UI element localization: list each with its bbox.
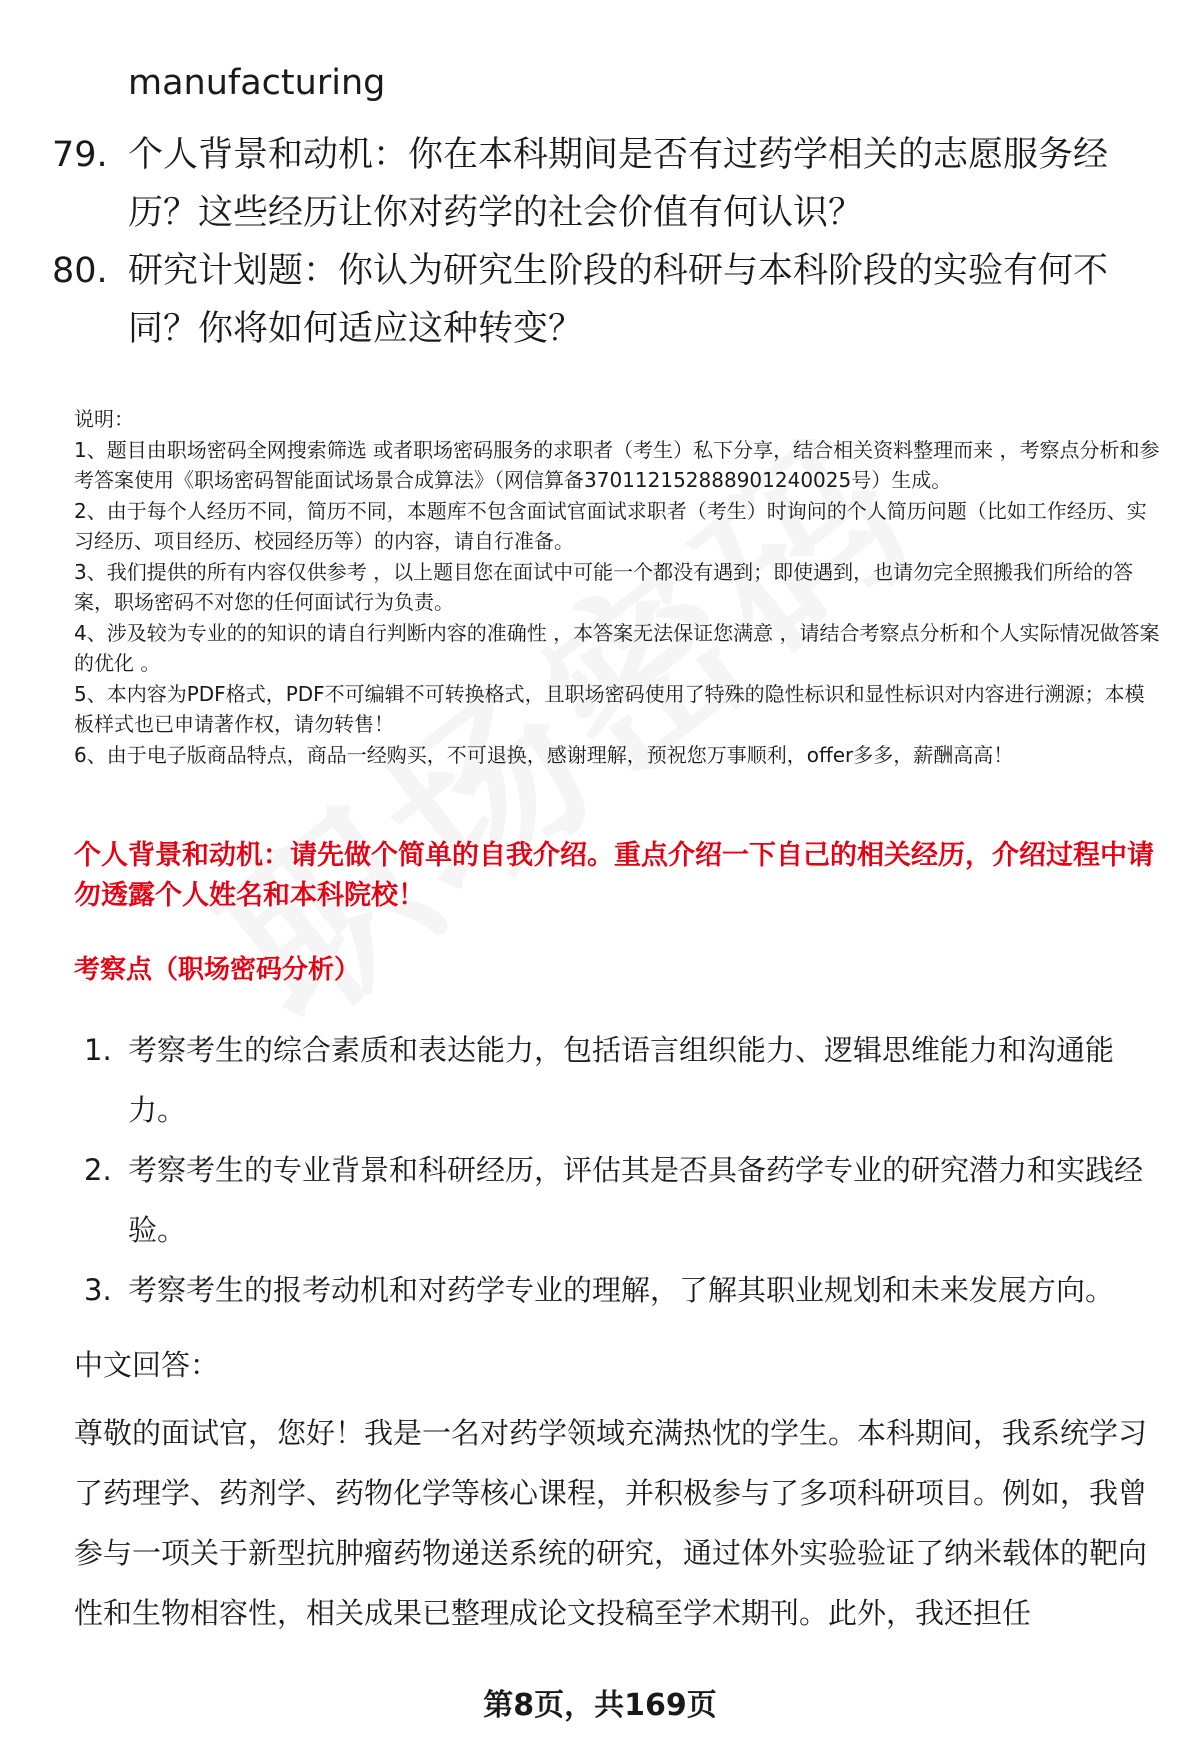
notes-section: [74, 404, 1160, 770]
question-number: 80.: [52, 251, 108, 291]
list-item: [84, 1140, 1164, 1260]
point-text: 考察考生的综合素质和表达能力，包括语言组织能力、逻辑思维能力和沟通能力。: [128, 1033, 1115, 1127]
point-text: 考察考生的专业背景和科研经历，评估其是否具备药学专业的研究潜力和实践经验。: [128, 1153, 1144, 1247]
note-item: 5、本内容为PDF格式，PDF不可编辑不可转换格式，且职场密码使用了特殊的隐性标识和显性标识对内容进行溯源；本模板样式也已申请著作权，请勿转售！: [74, 681, 1145, 736]
point-number: 2.: [84, 1153, 112, 1187]
points-list: [84, 1020, 1164, 1320]
question-number: 79.: [52, 135, 108, 175]
note-item: 2、由于每个人经历不同，简历不同，本题库不包含面试官面试求职者（考生）时询问的个人简历问题（比如工作经历、实习经历、项目经历、校园经历等）的内容，请自行准备。: [74, 498, 1147, 553]
question-text: 个人背景和动机：你在本科期间是否有过药学相关的志愿服务经历？这些经历让你对药学的社会价值有何认识？: [128, 135, 1109, 233]
featured-question: 个人背景和动机：请先做个简单的自我介绍。重点介绍一下自己的相关经历，介绍过程中请勿透露个人姓名和本科院校！: [74, 840, 1154, 911]
note-item: 4、涉及较为专业的的知识的请自行判断内容的准确性 ，本答案无法保证您满意 ，请结合考察点分析和个人实际情况做答案的优化 。: [74, 620, 1160, 675]
note-item: 1、题目由职场密码全网搜索筛选 或者职场密码服务的求职者（考生）私下分享，结合相关资料整理而来 ，考察点分析和参考答案使用《职场密码智能面试场景合成算法》（网信算备370112152888901240025号）生成。: [74, 437, 1160, 492]
question-80: [52, 242, 1152, 358]
note-item: 3、我们提供的所有内容仅供参考 ，以上题目您在面试中可能一个都没有遇到；即使遇到，也请勿完全照搬我们所给的答案，职场密码不对您的任何面试行为负责。: [74, 559, 1134, 614]
question-79: [52, 126, 1152, 242]
list-item: [84, 1260, 1164, 1320]
point-text: 考察考生的报考动机和对药学专业的理解，了解其职业规划和未来发展方向。: [128, 1273, 1115, 1307]
points-heading: 考察点（职场密码分析）: [74, 955, 361, 985]
page-number: 第8页，共169页: [483, 1688, 717, 1723]
note-item: 6、由于电子版商品特点，商品一经购买，不可退换，感谢理解，预祝您万事顺利，offer多多，薪酬高高！: [74, 742, 1014, 767]
point-number: 1.: [84, 1033, 112, 1067]
question-text: 研究计划题：你认为研究生阶段的科研与本科阶段的实验有何不同？你将如何适应这种转变？: [128, 251, 1109, 349]
point-number: 3.: [84, 1273, 112, 1307]
list-item: [84, 1020, 1164, 1140]
continuation-text: manufacturing: [128, 63, 386, 103]
answer-label: 中文回答：: [74, 1348, 220, 1382]
notes-title: 说明：: [74, 407, 134, 431]
answer-text: 尊敬的面试官，您好！我是一名对药学领域充满热忱的学生。本科期间，我系统学习了药理学、药剂学、药物化学等核心课程，并积极参与了多项科研项目。例如，我曾参与一项关于新型抗肿瘤药物递送系统的研究，通过体外实验验证了纳米载体的靶向性和生物相容性，相关成果已整理成论文投稿至学术期刊。此外，我还担任: [74, 1416, 1148, 1630]
